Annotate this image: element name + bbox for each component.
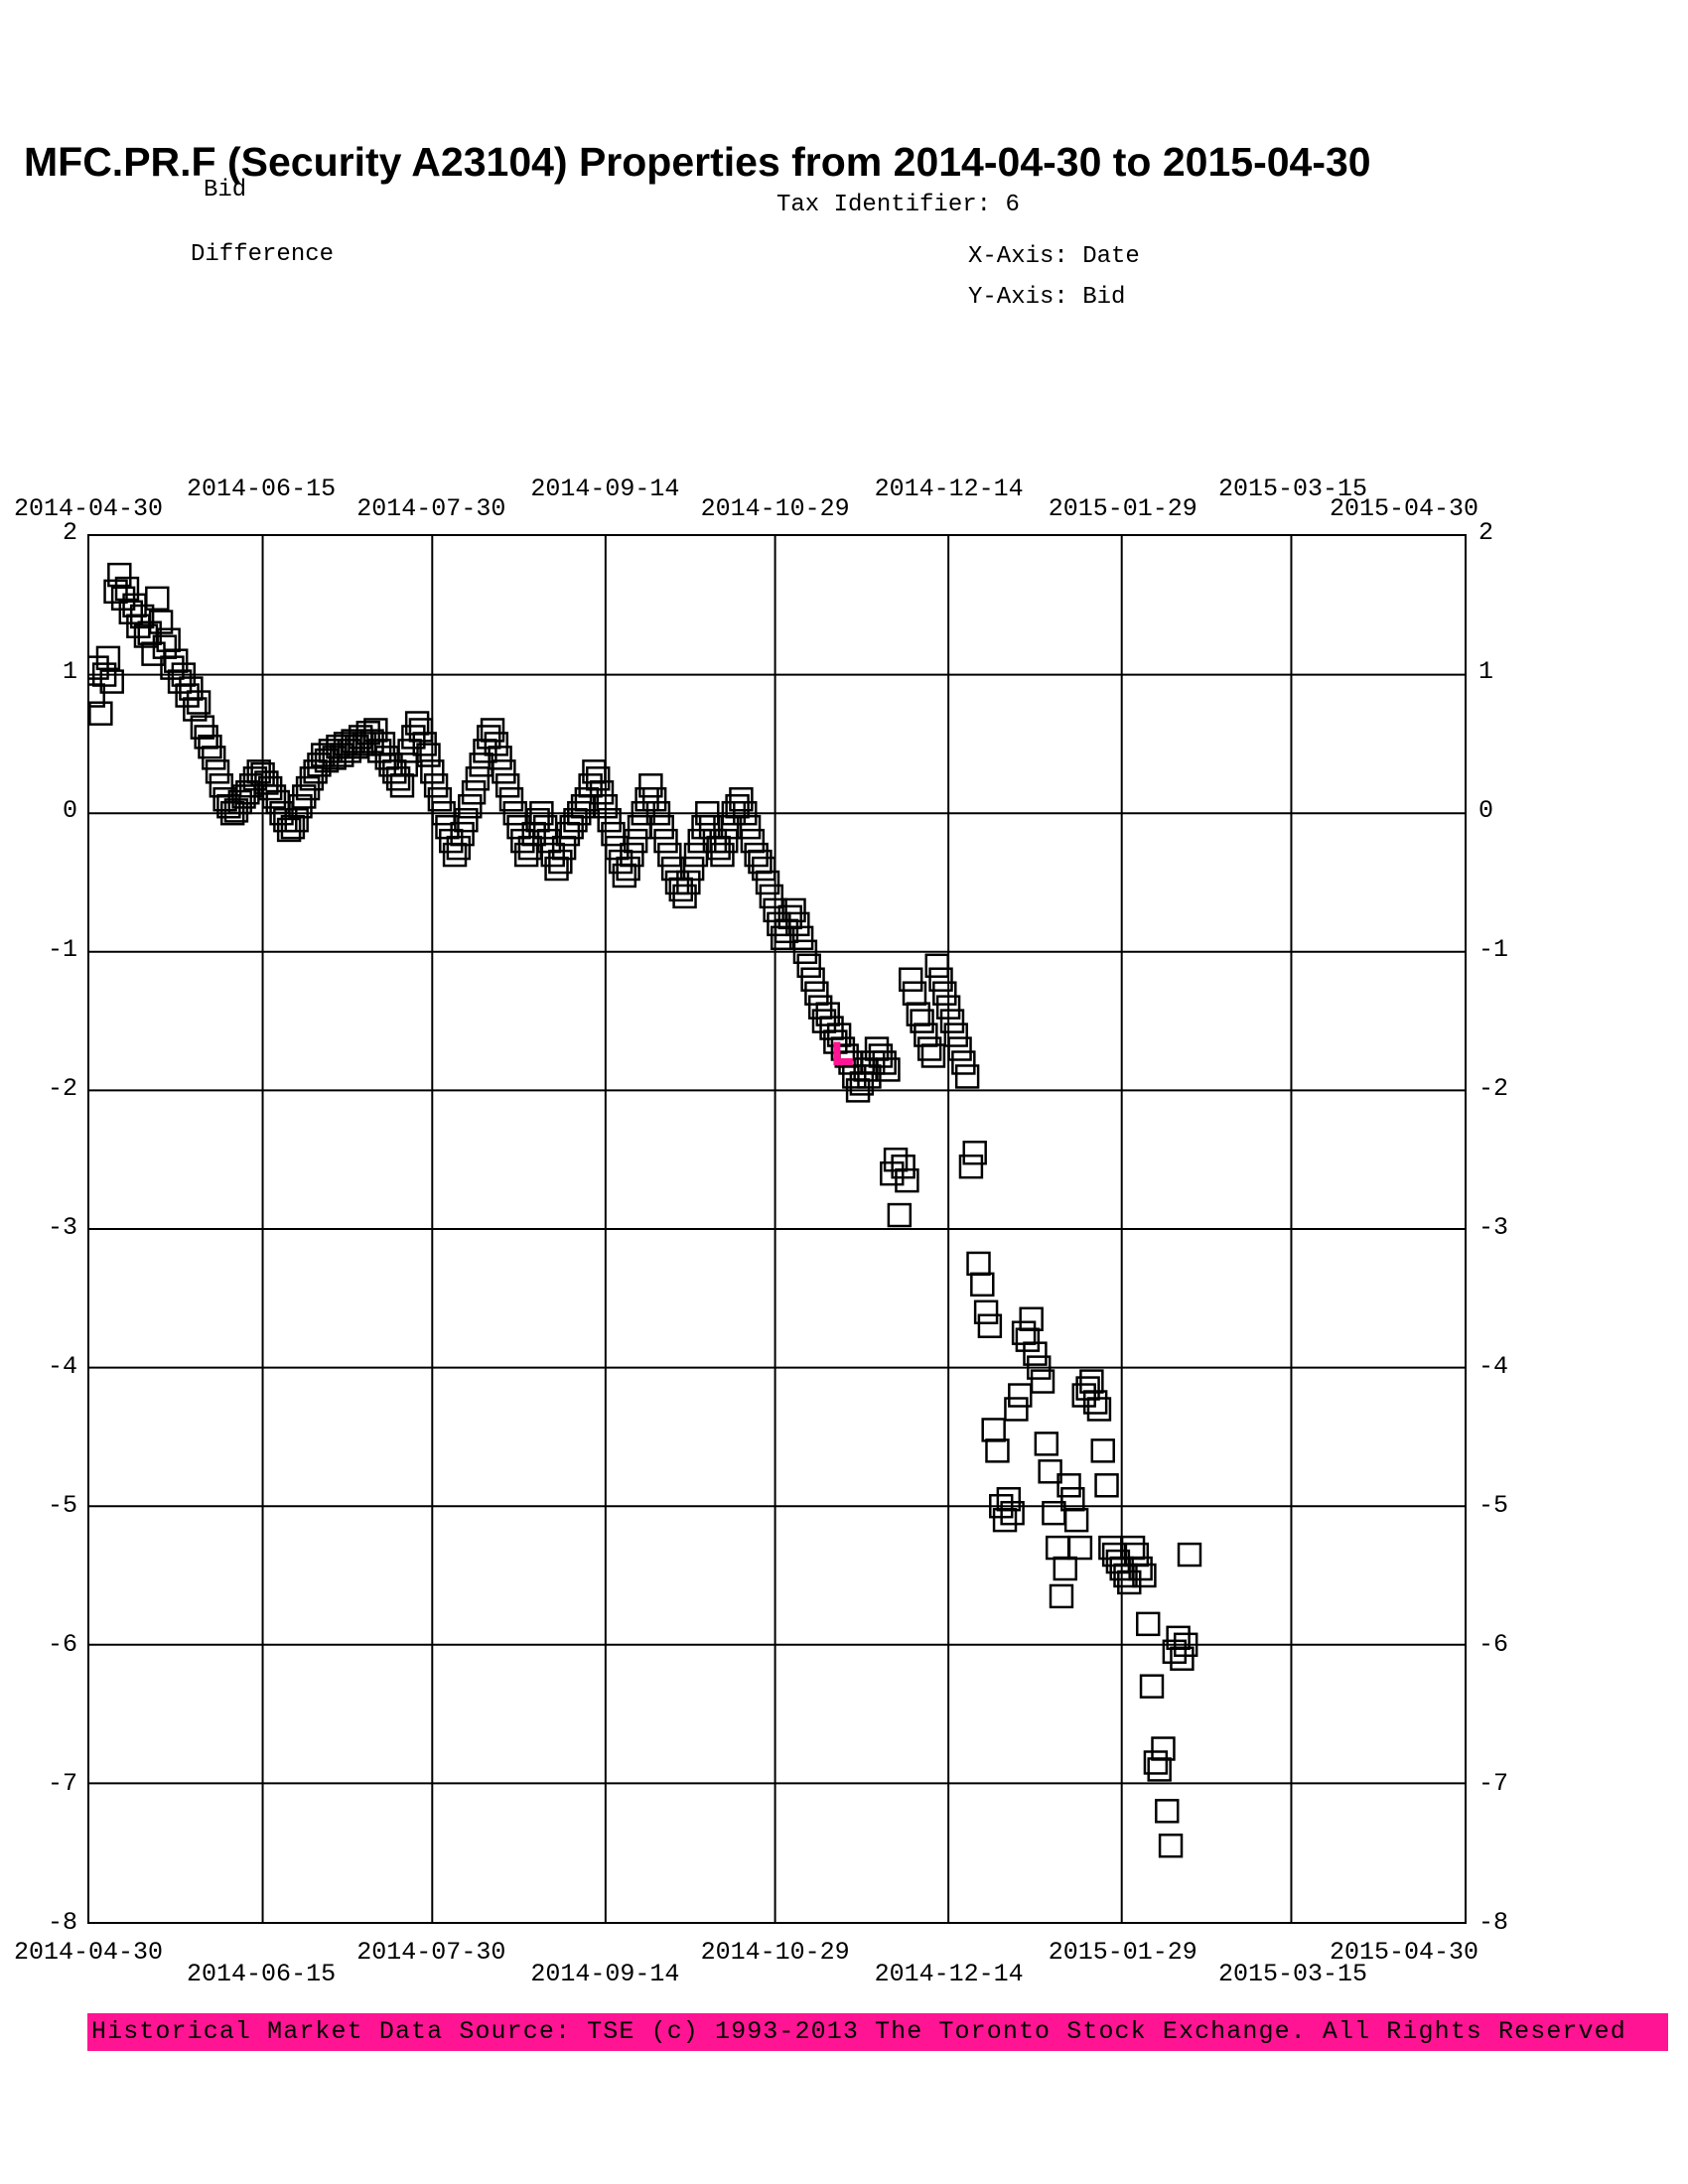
x-axis-tick-label: 2015-04-30 [1330,1938,1479,1967]
x-axis-tick-label: 2015-03-15 [1217,1960,1367,1988]
y-axis-tick-label: 0 [1478,796,1494,825]
x-axis-tick-label: 2015-03-15 [1217,475,1367,503]
x-axis-tick-label: 2014-09-14 [530,475,680,503]
y-axis-tick-label: -4 [47,1352,77,1381]
y-axis-tick-label: 2 [1478,518,1494,547]
x-axis-tick-label: 2014-09-14 [530,1960,680,1988]
x-axis-tick-label: 2014-07-30 [356,1938,506,1967]
y-axis-tick-label: 0 [62,796,77,825]
x-axis-tick-label: 2014-07-30 [356,494,506,523]
x-axis-tick-label: 2014-04-30 [14,494,164,523]
series-legend-difference: Difference [191,241,335,268]
y-axis-tick-label: -1 [1478,935,1509,964]
x-axis-tick-label: 2014-12-14 [874,1960,1024,1988]
y-axis-tick-label: 2 [62,518,77,547]
y-axis-field-label: Y-Axis: Bid [968,284,1126,311]
y-axis-tick-label: -5 [1478,1491,1509,1520]
y-axis-tick-label: -1 [47,935,77,964]
y-axis-tick-label: -8 [1478,1908,1509,1937]
x-axis-tick-label: 2015-01-29 [1048,494,1197,523]
data-source-note: Historical Market Data Source: TSE (c) 1993-2013 The Toronto Stock Exchange. All Rights Reserved [87,2013,1668,2051]
tax-identifier-label: Tax Identifier: 6 [776,192,1020,218]
y-axis-tick-label: -3 [1478,1213,1509,1242]
y-axis-tick-label: -6 [1478,1630,1509,1659]
y-axis-tick-label: -4 [1478,1352,1509,1381]
y-axis-tick-label: -5 [47,1491,77,1520]
y-axis-tick-label: 1 [1478,657,1494,686]
x-axis-tick-label: 2015-04-30 [1330,494,1479,523]
x-axis-tick-label: 2014-10-29 [700,494,850,523]
y-axis-tick-label: -2 [47,1074,77,1103]
y-axis-tick-label: -2 [1478,1074,1509,1103]
page-title: MFC.PR.F (Security A23104) Properties from 2014-04-30 to 2015-04-30 [24,139,1371,185]
x-axis-tick-label: 2014-06-15 [187,1960,337,1988]
x-axis-field-label: X-Axis: Date [968,243,1140,270]
y-axis-tick-label: -6 [47,1630,77,1659]
x-axis-tick-label: 2014-10-29 [700,1938,850,1967]
x-axis-tick-label: 2014-06-15 [187,475,337,503]
x-axis-tick-label: 2014-12-14 [874,475,1024,503]
y-axis-tick-label: -7 [1478,1769,1509,1798]
x-axis-tick-label: 2015-01-29 [1048,1938,1197,1967]
bid-label: Bid [204,177,247,204]
x-axis-tick-label: 2014-04-30 [14,1938,164,1967]
chart-plot-area [87,534,1467,1924]
y-axis-tick-label: -8 [47,1908,77,1937]
y-axis-tick-label: -7 [47,1769,77,1798]
y-axis-tick-label: -3 [47,1213,77,1242]
y-axis-tick-label: 1 [62,657,77,686]
chart-data-points [89,536,1465,1922]
